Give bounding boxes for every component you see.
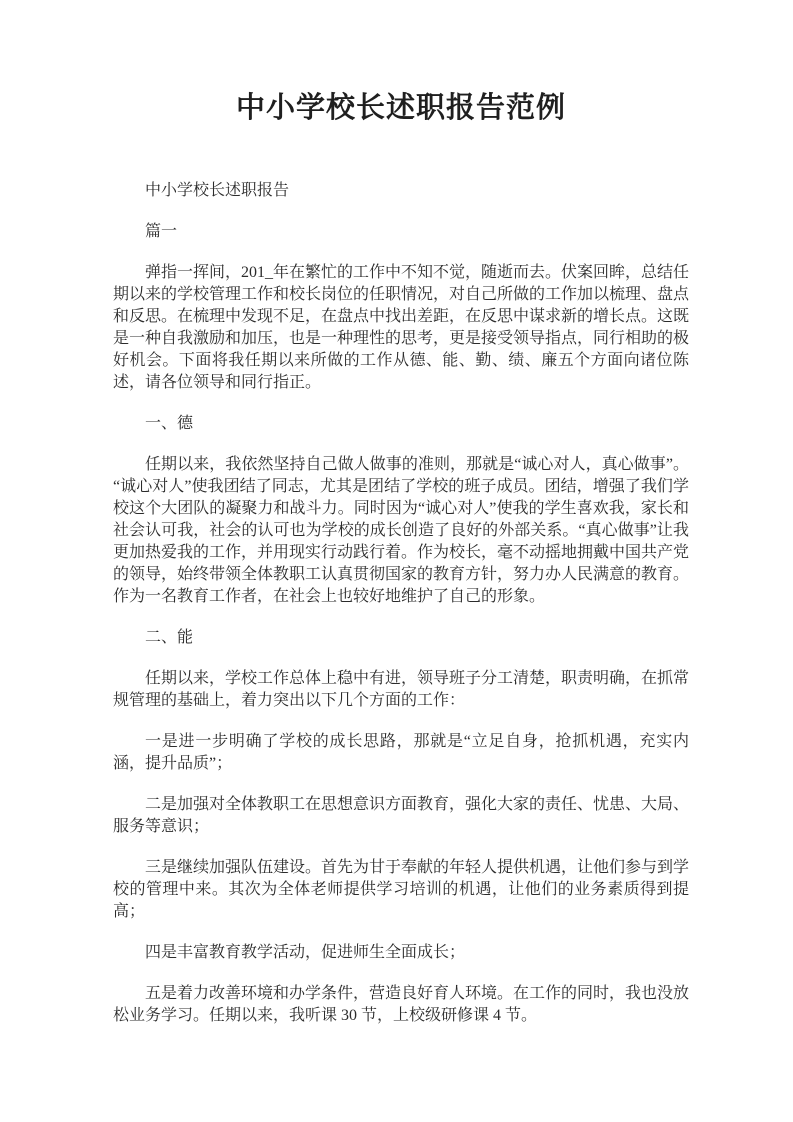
paragraph-point-1: 一是进一步明确了学校的成长思路，那就是“立足自身，抢抓机遇，充实内涵，提升品质”；	[113, 733, 689, 772]
paragraph-point-2: 二是加强对全体教职工在思想意识方面教育，强化大家的责任、忧患、大局、服务等意识；	[113, 796, 690, 835]
paragraph-intro: 弹指一挥间，201_年在繁忙的工作中不知不觉，随逝而去。伏案回眸，总结任期以来的学校管理工作和校长岗位的任职情况，对自己所做的工作加以梳理、盘点和反思。在梳理中发现不足，在盘点中找出差距，在反思中谋求新的增长点。这既是一种自我激励和加压，也是一种理性的思考，更是接受领导指点，同行相助的极好机会。下面将我任期以来所做的工作从德、能、勤、绩、廉五个方面向诸位陈述，请各位领导和同行指正。	[113, 264, 690, 391]
paragraph-de-body: 任期以来，我依然坚持自己做人做事的准则，那就是“诚心对人，真心做事”。“诚心对人”使我团结了同志，尤其是团结了学校的班子成员。团结，增强了我们学校这个大团队的凝聚力和战斗力。同时因为“诚心对人”使我的学生喜欢我，家长和社会认可我，社会的认可也为学校的成长创造了良好的外部关系。“真心做事”让我更加热爱我的工作，并用现实行动践行着。作为校长，毫不动摇地拥戴中国共产党的领导，始终带领全体教职工认真贯彻国家的教育方针，努力办人民满意的教育。作为一名教育工作者，在社会上也较好地维护了自己的形象。	[113, 456, 690, 605]
paragraph-point-4: 四是丰富教育教学活动，促进师生全面成长；	[145, 944, 466, 961]
paragraph-point-5: 五是着力改善环境和办学条件，营造良好育人环境。在工作的同时，我也没放松业务学习。任期以来，我听课 30 节，上校级研修课 4 节。	[113, 985, 690, 1024]
part-label: 篇一	[145, 223, 178, 240]
paragraph-neng-intro: 任期以来，学校工作总体上稳中有进，领导班子分工清楚，职责明确，在抓常规管理的基础上，着力突出以下几个方面的工作：	[113, 670, 690, 709]
paragraph-point-3: 三是继续加强队伍建设。首先为甘于奉献的年轻人提供机遇，让他们参与到学校的管理中来。其次为全体老师提供学习培训的机遇，让他们的业务素质得到提高；	[113, 859, 690, 920]
document-title: 中小学校长述职报告范例	[235, 92, 566, 124]
document-subtitle: 中小学校长述职报告	[145, 182, 290, 199]
section-heading-de: 一、德	[145, 415, 194, 432]
section-heading-neng: 二、能	[145, 629, 194, 646]
